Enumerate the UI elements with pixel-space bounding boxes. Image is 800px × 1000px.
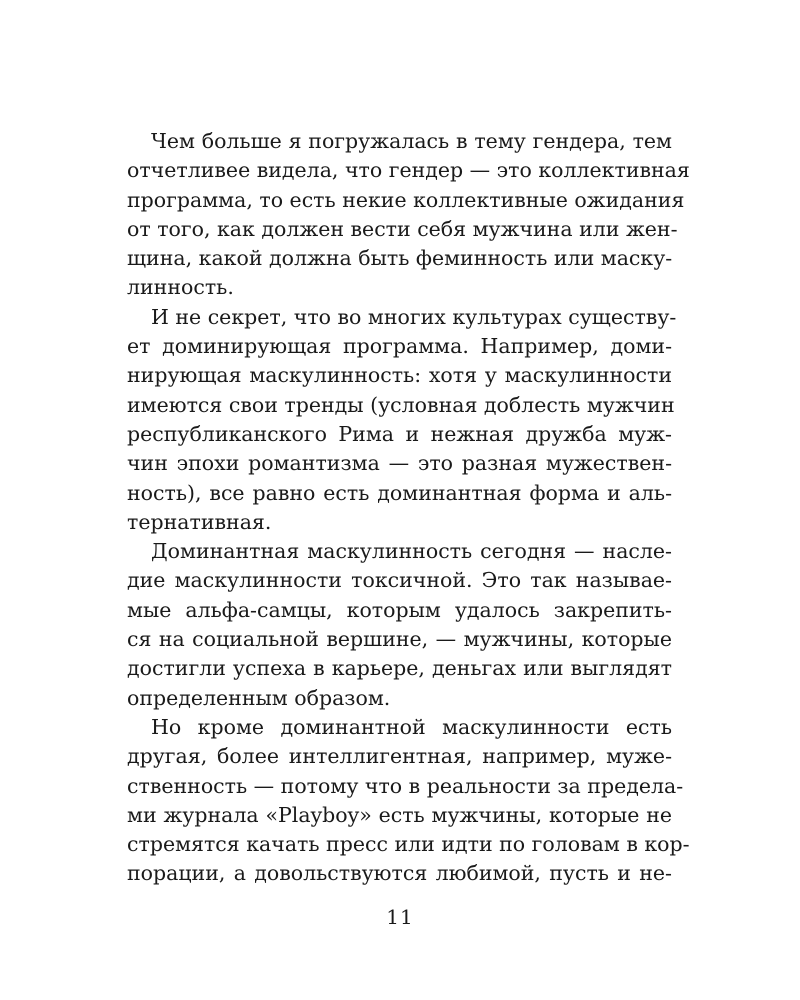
- text-line: ственность — потому что в реальности за предела-: [127, 773, 684, 798]
- text-line: Доминантная маскулинность сегодня — насле-: [151, 539, 672, 564]
- text-line: тернативная.: [127, 509, 272, 534]
- text-line: от того, как должен вести себя мужчина или жен-: [127, 216, 678, 241]
- paragraph-3: [127, 537, 672, 713]
- paragraph-4: [127, 713, 690, 889]
- page-number: 11: [386, 905, 414, 929]
- text-line: стремятся качать пресс или идти по головам в кор-: [127, 832, 690, 857]
- text-line: линность.: [127, 275, 234, 300]
- paragraph-2: [127, 303, 677, 537]
- text-line: имеются свои тренды (условная доблесть мужчин: [127, 392, 675, 417]
- text-line: ность), все равно есть доминантная форма и аль-: [127, 480, 672, 505]
- text-line: определенным образом.: [127, 685, 391, 710]
- text-line: программа, то есть некие коллективные ожидания: [127, 187, 685, 212]
- text-line: щина, какой должна быть феминность или маску-: [127, 246, 673, 271]
- text-line: И не секрет, что во многих культурах существу-: [151, 304, 677, 329]
- text-line: порации, а довольствуются любимой, пусть и не-: [127, 861, 672, 886]
- text-line: нирующая маскулинность: хотя у маскулинности: [127, 363, 672, 388]
- text-line: мые альфа-самцы, которым удалось закрепить-: [127, 597, 672, 622]
- text-line: другая, более интеллигентная, например, муже-: [127, 744, 672, 769]
- page-body: [127, 127, 690, 889]
- text-line: отчетливее видела, что гендер — это коллективная: [127, 158, 690, 183]
- text-line: ми журнала «Playboy» есть мужчины, которые не: [127, 802, 672, 827]
- text-line: ся на социальной вершине, — мужчины, которые: [127, 627, 672, 652]
- text-line: чин эпохи романтизма — это разная мужествен-: [127, 451, 672, 476]
- text-line: Но кроме доминантной маскулинности есть: [151, 714, 672, 739]
- text-line: достигли успеха в карьере, деньгах или выглядят: [127, 656, 672, 681]
- text-line: ет доминирующая программа. Например, доми-: [127, 334, 672, 359]
- text-line: республиканского Рима и нежная дружба муж-: [127, 421, 672, 446]
- text-line: Чем больше я погружалась в тему гендера, тем: [151, 129, 672, 153]
- text-line: дие маскулинности токсичной. Это так называе-: [127, 568, 672, 593]
- paragraph-1: [127, 127, 690, 303]
